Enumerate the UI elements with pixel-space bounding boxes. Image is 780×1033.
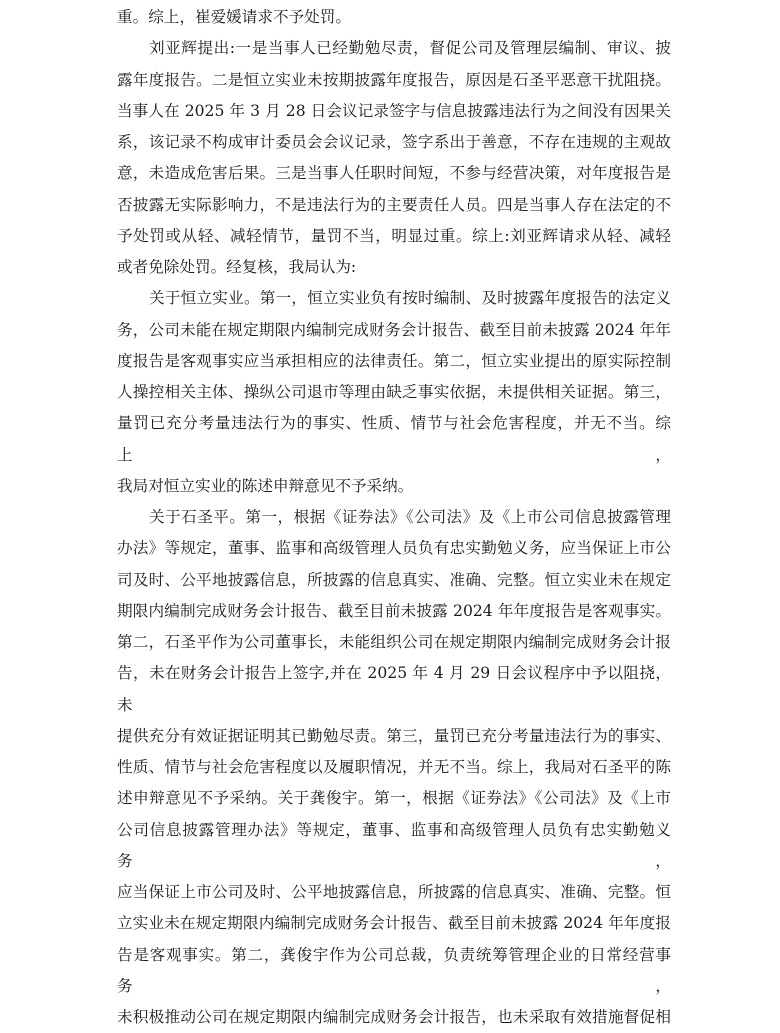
text-line: 性质、情节与社会危害程度以及履职情况，并无不当。综上，我局对石圣平的陈 xyxy=(117,758,671,776)
text-line: 当事人在 2025 年 3 月 28 日会议记录签字与信息披露违法行为之间没有因果关 xyxy=(117,101,671,120)
text-line: 重。综上，崔爱媛请求不予处罚。 xyxy=(117,8,351,26)
text-line: 否披露无实际影响力，不是违法行为的主要责任人员。四是当事人存在法定的不 xyxy=(117,195,671,214)
text-line: 告，未在财务会计报告上签字,并在 2025 年 4 月 29 日会议程序中予以阻挠，未 xyxy=(117,664,671,714)
paragraph-hengli-shiye xyxy=(117,283,671,502)
text-line: 意，未造成危害后果。三是当事人任职时间短，不参与经营决策，对年度报告是 xyxy=(117,164,671,183)
text-line: 立实业未在规定期限内编制完成财务会计报告、截至目前未披露 2024 年年度报 xyxy=(117,914,671,933)
text-line: 露年度报告。二是恒立实业未按期披露年度报告，原因是石圣平恶意干扰阻挠。 xyxy=(117,70,671,89)
text-line: 刘亚辉提出:一是当事人已经勤勉尽责，督促公司及管理层编制、审议、披 xyxy=(149,39,671,58)
text-line: 应当保证上市公司及时、公平地披露信息，所披露的信息真实、准确、完整。恒 xyxy=(117,883,671,901)
text-line: 办法》等规定，董事、监事和高级管理人员负有忠实勤勉义务，应当保证上市公 xyxy=(117,539,671,558)
text-line: 人操控相关主体、操纵公司退市等理由缺乏事实依据，未提供相关证据。第三， xyxy=(117,383,671,401)
text-line: 未积极推动公司在规定期限内编制完成财务会计报告，也未采取有效措施督促相 xyxy=(117,1008,671,1026)
paragraph-shi-shengping xyxy=(117,502,671,1033)
text-line: 期限内编制完成财务会计报告、截至目前未披露 2024 年年度报告是客观事实。 xyxy=(117,601,671,620)
text-line: 关于石圣平。第一，根据《证券法》《公司法》及《上市公司信息披露管理 xyxy=(149,508,671,526)
text-line: 关于恒立实业。第一，恒立实业负有按时编制、及时披露年度报告的法定义 xyxy=(149,289,671,308)
text-line: 度报告是客观事实应当承担相应的法律责任。第二，恒立实业提出的原实际控制 xyxy=(117,351,671,370)
text-line: 务，公司未能在规定期限内编制完成财务会计报告、截至目前未披露 2024 年年 xyxy=(117,320,671,339)
text-line: 予处罚或从轻、减轻情节，量罚不当，明显过重。综上:刘亚辉请求从轻、减轻 xyxy=(117,226,671,245)
text-line: 或者免除处罚。经复核，我局认为: xyxy=(117,258,357,276)
text-line: 系，该记录不构成审计委员会会议记录，签字系出于善意，不存在违规的主观故 xyxy=(117,133,671,151)
text-line: 司及时、公平地披露信息，所披露的信息真实、准确、完整。恒立实业未在规定 xyxy=(117,570,671,589)
paragraph-cui-aiyuan-tail xyxy=(117,2,671,33)
document-page xyxy=(117,2,671,1033)
text-line: 公司信息披露管理办法》等规定，董事、监事和高级管理人员负有忠实勤勉义务， xyxy=(117,820,671,870)
text-line: 我局对恒立实业的陈述申辩意见不予采纳。 xyxy=(117,476,414,495)
text-line: 述申辩意见不予采纳。关于龚俊宇。第一，根据《证券法》《公司法》及《上市 xyxy=(117,789,671,808)
paragraph-liu-yahui xyxy=(117,33,671,283)
text-line: 提供充分有效证据证明其已勤勉尽责。第三，量罚已充分考量违法行为的事实、 xyxy=(117,726,671,745)
text-line: 告是客观事实。第二，龚俊宇作为公司总裁，负责统筹管理企业的日常经营事务， xyxy=(117,945,671,995)
text-line: 第二，石圣平作为公司董事长，未能组织公司在规定期限内编制完成财务会计报 xyxy=(117,633,671,651)
text-line: 量罚已充分考量违法行为的事实、性质、情节与社会危害程度，并无不当。综上， xyxy=(117,414,671,464)
